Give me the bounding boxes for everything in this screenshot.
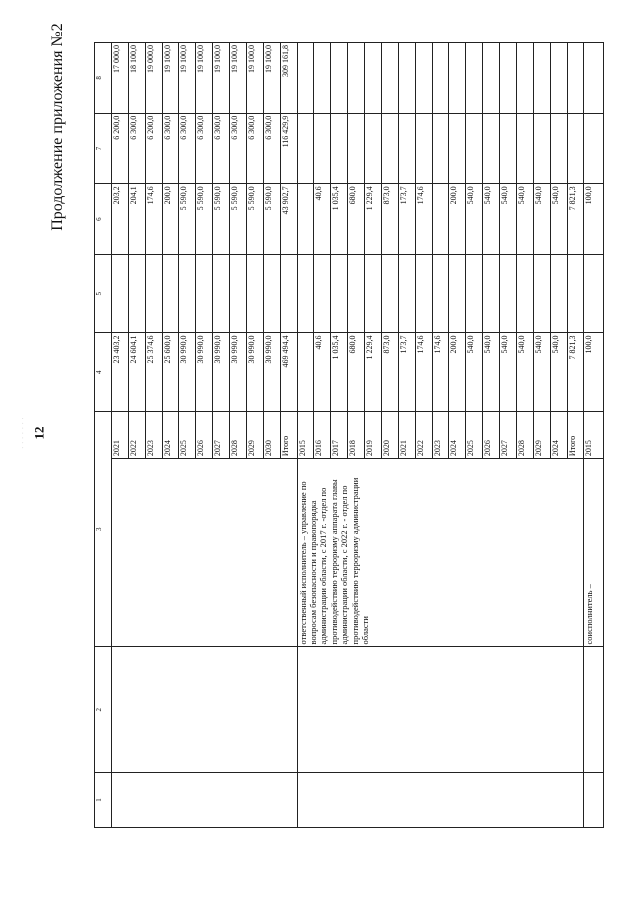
local-cell — [365, 113, 382, 184]
year-cell: 2015 — [297, 411, 314, 458]
total-cell: 469 494,4 — [280, 333, 297, 412]
year-cell: 2024 — [162, 411, 179, 458]
federal-cell — [533, 254, 550, 333]
regional-cell — [297, 184, 314, 255]
total-cell: 40,6 — [314, 333, 331, 412]
federal-cell — [230, 254, 247, 333]
col1-cell — [111, 773, 297, 828]
total-cell — [297, 333, 314, 412]
other-cell — [584, 43, 604, 114]
local-cell: 6 300,0 — [263, 113, 280, 184]
total-cell: 7 821,3 — [567, 333, 584, 412]
federal-cell — [466, 254, 483, 333]
local-cell: 116 429,9 — [280, 113, 297, 184]
year-cell: 2016 — [314, 411, 331, 458]
regional-cell: 540,0 — [500, 184, 517, 255]
year-cell: 2019 — [365, 411, 382, 458]
federal-cell — [415, 254, 432, 333]
total-cell: 200,0 — [449, 333, 466, 412]
federal-cell — [196, 254, 213, 333]
federal-cell — [145, 254, 162, 333]
local-cell — [584, 113, 604, 184]
year-cell: 2028 — [230, 411, 247, 458]
year-cell: 2018 — [348, 411, 365, 458]
federal-cell — [381, 254, 398, 333]
other-cell — [432, 43, 449, 114]
other-cell: 19 100,0 — [162, 43, 179, 114]
regional-cell: 43 902,7 — [280, 184, 297, 255]
col1-cell — [297, 773, 584, 828]
other-cell — [348, 43, 365, 114]
year-cell: Итого — [280, 411, 297, 458]
total-cell: 30 990,0 — [246, 333, 263, 412]
federal-cell — [449, 254, 466, 333]
total-cell: 1 229,4 — [365, 333, 382, 412]
year-cell: 2026 — [196, 411, 213, 458]
federal-cell — [348, 254, 365, 333]
regional-cell: 540,0 — [533, 184, 550, 255]
total-cell: 540,0 — [483, 333, 500, 412]
year-cell: 2022 — [128, 411, 145, 458]
table-row — [584, 43, 604, 828]
total-cell: 25 374,6 — [145, 333, 162, 412]
total-cell: 173,7 — [398, 333, 415, 412]
col2-cell — [297, 647, 584, 773]
other-cell — [398, 43, 415, 114]
local-cell: 6 300,0 — [196, 113, 213, 184]
year-cell: 2015 — [584, 411, 604, 458]
total-cell: 30 990,0 — [196, 333, 213, 412]
year-cell: 2023 — [145, 411, 162, 458]
total-cell: 23 403,2 — [111, 333, 128, 412]
corner-mark: · · · · · · · — [21, 416, 27, 449]
year-cell: 2017 — [331, 411, 348, 458]
regional-cell: 173,7 — [398, 184, 415, 255]
year-cell: 2027 — [500, 411, 517, 458]
col2-cell — [111, 647, 297, 773]
other-cell: 18 100,0 — [128, 43, 145, 114]
local-cell: 6 200,0 — [111, 113, 128, 184]
total-cell: 30 990,0 — [263, 333, 280, 412]
other-cell — [516, 43, 533, 114]
total-cell: 680,0 — [348, 333, 365, 412]
federal-cell — [483, 254, 500, 333]
local-cell: 6 200,0 — [145, 113, 162, 184]
other-cell — [365, 43, 382, 114]
total-cell: 24 604,1 — [128, 333, 145, 412]
other-cell — [314, 43, 331, 114]
header-cell: 3 — [95, 411, 112, 646]
other-cell — [415, 43, 432, 114]
regional-cell: 5 590,0 — [246, 184, 263, 255]
other-cell: 19 100,0 — [263, 43, 280, 114]
local-cell: 6 300,0 — [213, 113, 230, 184]
regional-cell: 5 590,0 — [263, 184, 280, 255]
year-cell: Итого — [567, 411, 584, 458]
year-cell: 2025 — [466, 411, 483, 458]
description-cell: соисполнитель – — [584, 459, 604, 647]
regional-cell: 200,0 — [449, 184, 466, 255]
federal-cell — [314, 254, 331, 333]
header-cell: 2 — [95, 647, 112, 773]
table-row — [297, 43, 314, 828]
total-cell: 25 600,0 — [162, 333, 179, 412]
col1-cell — [584, 773, 604, 828]
page-number: 12 — [31, 426, 47, 440]
other-cell — [533, 43, 550, 114]
other-cell: 19 100,0 — [196, 43, 213, 114]
regional-cell: 873,0 — [381, 184, 398, 255]
federal-cell — [263, 254, 280, 333]
year-cell: 2029 — [533, 411, 550, 458]
regional-cell: 5 590,0 — [213, 184, 230, 255]
other-cell — [550, 43, 567, 114]
header-cell: 1 — [95, 773, 112, 828]
federal-cell — [213, 254, 230, 333]
total-cell: 873,0 — [381, 333, 398, 412]
regional-cell: 200,0 — [162, 184, 179, 255]
regional-cell: 540,0 — [550, 184, 567, 255]
regional-cell: 203,2 — [111, 184, 128, 255]
total-cell: 30 990,0 — [179, 333, 196, 412]
total-cell: 540,0 — [466, 333, 483, 412]
header-cell: 4 — [95, 333, 112, 412]
local-cell — [331, 113, 348, 184]
federal-cell — [365, 254, 382, 333]
local-cell — [550, 113, 567, 184]
local-cell — [567, 113, 584, 184]
local-cell: 6 300,0 — [246, 113, 263, 184]
other-cell — [567, 43, 584, 114]
local-cell — [449, 113, 466, 184]
other-cell — [381, 43, 398, 114]
total-cell: 174,6 — [432, 333, 449, 412]
total-cell: 100,0 — [584, 333, 604, 412]
local-cell — [314, 113, 331, 184]
other-cell: 19 100,0 — [230, 43, 247, 114]
year-cell: 2027 — [213, 411, 230, 458]
regional-cell: 204,1 — [128, 184, 145, 255]
regional-cell: 40,6 — [314, 184, 331, 255]
federal-cell — [398, 254, 415, 333]
other-cell — [297, 43, 314, 114]
federal-cell — [111, 254, 128, 333]
federal-cell — [162, 254, 179, 333]
regional-cell: 1 229,4 — [365, 184, 382, 255]
local-cell — [500, 113, 517, 184]
other-cell: 19 100,0 — [246, 43, 263, 114]
regional-cell: 174,6 — [415, 184, 432, 255]
year-cell: 2023 — [432, 411, 449, 458]
total-cell: 1 035,4 — [331, 333, 348, 412]
local-cell — [432, 113, 449, 184]
federal-cell — [331, 254, 348, 333]
federal-cell — [128, 254, 145, 333]
federal-cell — [432, 254, 449, 333]
other-cell: 19 000,0 — [145, 43, 162, 114]
other-cell — [331, 43, 348, 114]
federal-cell — [246, 254, 263, 333]
federal-cell — [179, 254, 196, 333]
year-cell: 2028 — [516, 411, 533, 458]
local-cell: 6 300,0 — [230, 113, 247, 184]
federal-cell — [500, 254, 517, 333]
total-cell: 30 990,0 — [213, 333, 230, 412]
regional-cell: 680,0 — [348, 184, 365, 255]
other-cell — [500, 43, 517, 114]
year-cell: 2021 — [111, 411, 128, 458]
local-cell: 6 300,0 — [162, 113, 179, 184]
total-cell: 540,0 — [500, 333, 517, 412]
local-cell — [466, 113, 483, 184]
year-cell: 2024 — [449, 411, 466, 458]
regional-cell: 540,0 — [466, 184, 483, 255]
local-cell — [381, 113, 398, 184]
header-row — [95, 43, 112, 828]
header-cell: 8 — [95, 43, 112, 114]
regional-cell: 540,0 — [516, 184, 533, 255]
federal-cell — [280, 254, 297, 333]
year-cell: 2026 — [483, 411, 500, 458]
other-cell: 17 000,0 — [111, 43, 128, 114]
year-cell: 2022 — [415, 411, 432, 458]
federal-cell — [550, 254, 567, 333]
regional-cell: 1 035,4 — [331, 184, 348, 255]
regional-cell: 100,0 — [584, 184, 604, 255]
year-cell: 2029 — [246, 411, 263, 458]
other-cell: 19 100,0 — [213, 43, 230, 114]
other-cell — [483, 43, 500, 114]
federal-cell — [297, 254, 314, 333]
rotated-table-wrapper — [94, 42, 604, 828]
regional-cell: 174,6 — [145, 184, 162, 255]
local-cell: 6 300,0 — [128, 113, 145, 184]
year-cell: 2025 — [179, 411, 196, 458]
total-cell: 174,6 — [415, 333, 432, 412]
regional-cell — [432, 184, 449, 255]
local-cell: 6 300,0 — [179, 113, 196, 184]
continued-label: Продолжение приложения №2 — [49, 23, 66, 231]
regional-cell: 540,0 — [483, 184, 500, 255]
local-cell — [297, 113, 314, 184]
regional-cell: 5 590,0 — [230, 184, 247, 255]
year-cell: 2030 — [263, 411, 280, 458]
federal-cell — [516, 254, 533, 333]
total-cell: 540,0 — [550, 333, 567, 412]
header-cell: 6 — [95, 184, 112, 255]
year-cell: 2024 — [550, 411, 567, 458]
total-cell: 540,0 — [516, 333, 533, 412]
total-cell: 540,0 — [533, 333, 550, 412]
other-cell — [449, 43, 466, 114]
regional-cell: 5 590,0 — [179, 184, 196, 255]
federal-cell — [567, 254, 584, 333]
header-cell: 7 — [95, 113, 112, 184]
local-cell — [348, 113, 365, 184]
col2-cell — [584, 647, 604, 773]
local-cell — [483, 113, 500, 184]
other-cell — [466, 43, 483, 114]
year-cell: 2020 — [381, 411, 398, 458]
local-cell — [415, 113, 432, 184]
regional-cell: 7 821,3 — [567, 184, 584, 255]
local-cell — [516, 113, 533, 184]
other-cell: 19 100,0 — [179, 43, 196, 114]
description-cell — [111, 459, 297, 647]
local-cell — [398, 113, 415, 184]
total-cell: 30 990,0 — [230, 333, 247, 412]
data-table — [94, 42, 604, 828]
other-cell: 309 161,8 — [280, 43, 297, 114]
regional-cell: 5 590,0 — [196, 184, 213, 255]
description-cell: ответственный исполнитель – управление по вопросам безопасности и правопорядка администрации области, с 2017 г. -отдел по противодействию терроризму аппарата главы администрации области, с 2022 г. - отдел по противодействию терроризму администрации области — [297, 459, 584, 647]
local-cell — [533, 113, 550, 184]
header-cell: 5 — [95, 254, 112, 333]
federal-cell — [584, 254, 604, 333]
table-row — [111, 43, 128, 828]
year-cell: 2021 — [398, 411, 415, 458]
